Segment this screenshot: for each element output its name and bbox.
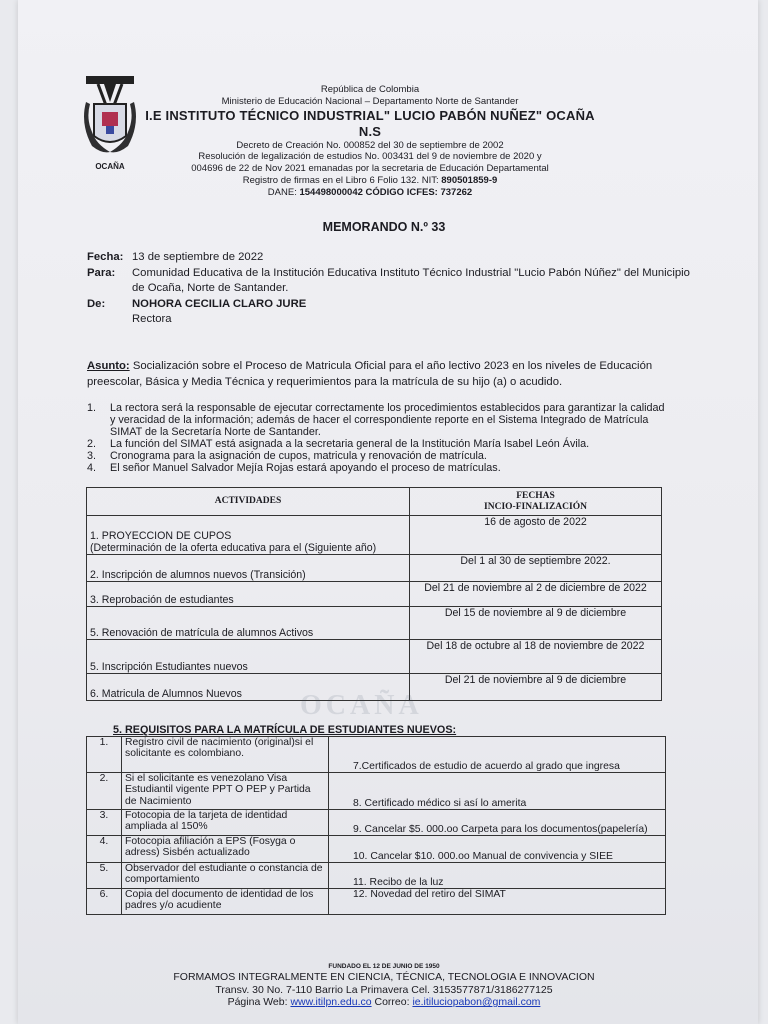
ministry-line: Ministerio de Educación Nacional – Departamento Norte de Santander xyxy=(221,95,519,107)
table-row: 5. Observador del estudiante o constancia de comportamiento 11. Recibo de la luz xyxy=(87,863,666,889)
table-row: 3. Reprobación de estudiantes Del 21 de noviembre al 2 de diciembre de 2022 xyxy=(87,582,662,607)
website-link[interactable]: www.itilpn.edu.co xyxy=(290,996,372,1008)
memo-title: MEMORANDO N.º 33 xyxy=(322,220,446,234)
dates-header: FECHAS INCIO-FINALIZACIÓN xyxy=(410,488,662,516)
asunto-label: Asunto: xyxy=(87,360,130,372)
fecha-label: Fecha: xyxy=(87,251,124,263)
table-row: 5. Inscripción Estudiantes nuevos Del 18 de octubre al 18 de noviembre de 2022 xyxy=(87,640,662,674)
dane-value: 154498000042 CÓDIGO ICFES: 737262 xyxy=(299,186,473,198)
table-row: 5. Renovación de matrícula de alumnos Activos Del 15 de noviembre al 9 de diciembre xyxy=(87,607,662,640)
fecha-value: 13 de septiembre de 2022 xyxy=(132,251,264,263)
letterhead xyxy=(140,84,600,199)
motto-line: FORMAMOS INTEGRALMENTE EN CIENCIA, TÉCNICA, TECNOLOGIA E INNOVACION xyxy=(173,971,595,983)
resolution-line-2: 004696 de 22 de Nov 2021 emanadas por la secretaria de Educación Departamental xyxy=(191,163,549,175)
watermark-text: OCAÑA xyxy=(300,690,423,721)
de-role-row xyxy=(87,312,692,328)
de-label: De: xyxy=(87,297,106,310)
memo-meta xyxy=(87,250,692,328)
address-line: Transv. 30 No. 7-110 Barrio La Primavera Cel. 3153577871/3186277125 xyxy=(215,983,553,996)
registry-line: Registro de firmas en el Libro 6 Folio 132. NIT: 890501859-9 xyxy=(242,174,498,186)
institution-name: I.E INSTITUTO TÉCNICO INDUSTRIAL" LUCIO PABÓN NUÑEZ" OCAÑA N.S xyxy=(145,107,595,139)
de-role: Rectora xyxy=(132,313,172,325)
founded-line: FUNDADO EL 12 DE JUNIO DE 1950 xyxy=(328,963,440,970)
table-header-row xyxy=(87,488,662,516)
asunto-text: Socialización sobre el Proceso de Matricula Oficial para el año lectivo 2023 en los niveles de Educación preescolar, Básica y Media Técnica y requerimientos para la matrícula de su hijo (a) o acudido. xyxy=(87,360,653,388)
numbered-points xyxy=(87,402,667,474)
asunto-paragraph xyxy=(87,358,667,390)
shield-emblem-icon xyxy=(78,74,142,160)
de-name: NOHORA CECILIA CLARO JURE xyxy=(132,297,307,310)
nit-value: 890501859-9 xyxy=(441,174,498,186)
fecha-row xyxy=(87,250,692,266)
requirements-title: 5. REQUISITOS PARA LA MATRÍCULA DE ESTUDIANTES NUEVOS: xyxy=(113,724,457,736)
table-row: 3. Fotocopia de la tarjeta de identidad ampliada al 150% 9. Cancelar $5. 000.oo Carpeta para los documentos(papelería) xyxy=(87,810,666,836)
table-row: 6. Copia del documento de identidad de los padres y/o acudiente 12. Novedad del retiro del SIMAT xyxy=(87,889,666,915)
resolution-line-1: Resolución de legalización de estudios No. 003431 del 9 de noviembre de 2020 y xyxy=(198,151,542,163)
para-label: Para: xyxy=(87,266,116,279)
table-row: 4. Fotocopia afiliación a EPS (Fosyga o adress) Sisbén actualizado 10. Cancelar $10. 000.oo Manual de convivencia y SIEE xyxy=(87,836,666,863)
table-row: 2. Inscripción de alumnos nuevos (Transición) Del 1 al 30 de septiembre 2022. xyxy=(87,555,662,582)
para-value: Comunidad Educativa de la Institución Educativa Instituto Técnico Industrial "Lucio Pabón Núñez" del Municipio de Ocaña, Norte de Santander. xyxy=(132,266,690,294)
schedule-table xyxy=(86,487,662,701)
email-link[interactable]: ie.itiluciopabon@gmail.com xyxy=(412,996,541,1008)
table-row: 6. Matricula de Alumnos Nuevos Del 21 de noviembre al 9 de diciembre xyxy=(87,674,662,701)
list-item: 3. Cronograma para la asignación de cupos, matricula y renovación de matrícula. xyxy=(87,450,487,462)
table-row: 2. Si el solicitante es venezolano Visa Estudiantil vigente PPT O PEP y Partida de Nacimiento 8. Certificado médico si así lo amerita xyxy=(87,773,666,810)
dane-line: DANE: 154498000042 CÓDIGO ICFES: 737262 xyxy=(267,186,473,198)
logo-caption: OCAÑA xyxy=(95,162,125,171)
contact-line: Página Web: www.itilpn.edu.co Correo: ie.itiluciopabon@gmail.com xyxy=(227,996,541,1008)
republic-line: República de Colombia xyxy=(320,84,420,95)
requirements-table xyxy=(86,736,666,915)
list-item: 1. La rectora será la responsable de ejecutar correctamente los procedimientos establecidos para garantizar la calidad y veracidad de la información; además de hacer el correspondiente reporte en el Sistema Integrado de Matrícula SIMAT de la Secretaría Norte de Santander. xyxy=(87,402,665,438)
footer xyxy=(0,962,768,1009)
de-row xyxy=(87,297,692,313)
activities-header: ACTIVIDADES xyxy=(87,488,410,516)
para-row xyxy=(87,266,692,297)
list-item: 2. La función del SIMAT está asignada a la secretaria general de la Institución María Isabel León Ávila. xyxy=(87,438,590,450)
decree-line: Decreto de Creación No. 000852 del 30 de septiembre de 2002 xyxy=(236,139,504,151)
table-row: 1. Registro civil de nacimiento (original)si el solicitante es colombiano. 7.Certificados de estudio de acuerdo al grado que ingresa xyxy=(87,737,666,773)
institution-logo xyxy=(78,74,142,172)
table-row: 1. PROYECCION DE CUPOS (Determinación de la oferta educativa para el (Siguiente año) 16 de agosto de 2022 xyxy=(87,516,662,555)
list-item: 4. El señor Manuel Salvador Mejía Rojas estará apoyando el proceso de matrículas. xyxy=(87,462,501,474)
